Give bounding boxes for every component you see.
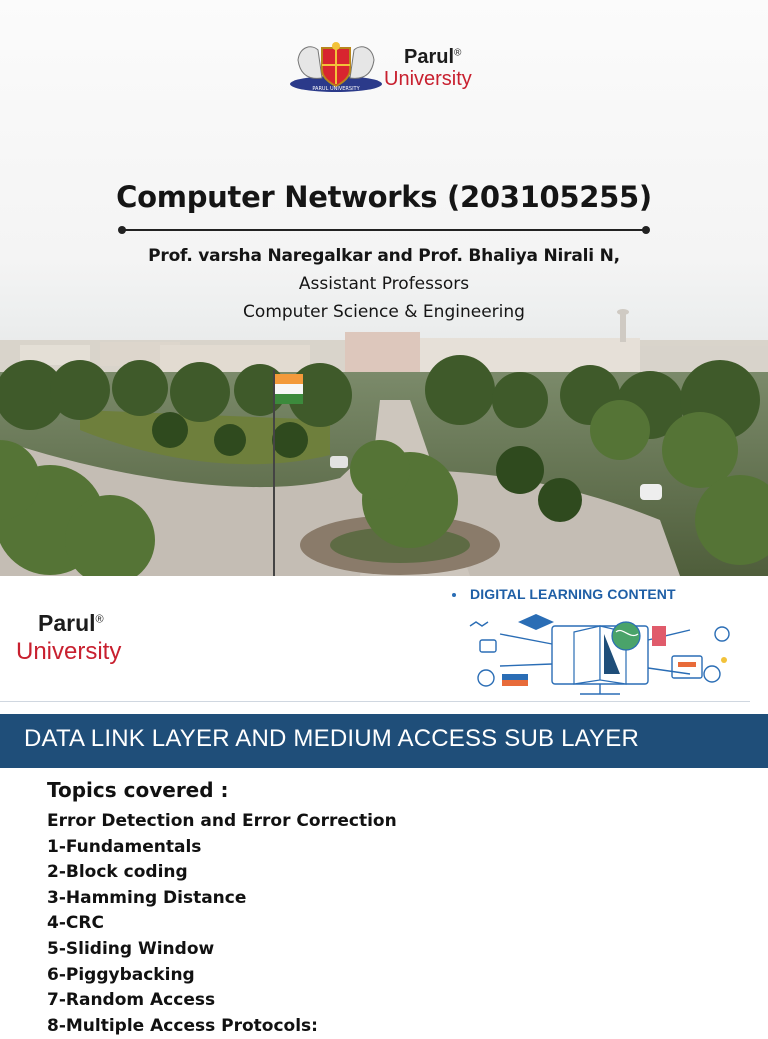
department-name: Computer Science & Engineering — [243, 302, 525, 322]
section-banner — [0, 714, 768, 768]
crest-motto: PARUL UNIVERSITY — [312, 86, 360, 92]
divider-dot — [642, 226, 650, 234]
parul-university-logo-small — [16, 610, 156, 670]
topic-item: 7-Random Access — [47, 990, 216, 1011]
topic-item: 5-Sliding Window — [47, 938, 215, 959]
course-title: Computer Networks (203105255) — [116, 180, 652, 214]
digital-learning-illustration — [440, 604, 740, 700]
topic-item: 2-Block coding — [47, 862, 188, 883]
logo-parul-text: Parul® — [38, 610, 104, 636]
section-title: DATA LINK LAYER AND MEDIUM ACCESS SUB LAYER — [24, 725, 639, 752]
topic-item: 8-Multiple Access Protocols: — [47, 1015, 318, 1036]
professor-role: Assistant Professors — [298, 274, 470, 294]
topic-item: Error Detection and Error Correction — [47, 811, 397, 831]
topic-item: 6-Piggybacking — [47, 964, 195, 985]
title-divider — [120, 229, 648, 231]
header-divider — [0, 701, 750, 702]
topics-list — [47, 778, 397, 1039]
parul-university-logo — [288, 40, 498, 102]
topics-heading: Topics covered : — [47, 778, 229, 802]
divider-dot — [118, 226, 126, 234]
logo-university-text: University — [16, 638, 122, 665]
university-crest-icon — [288, 40, 384, 96]
digital-learning-badge: DIGITAL LEARNING CONTENT — [470, 586, 676, 602]
professor-names: Prof. varsha Naregalkar and Prof. Bhaliya Nirali N, — [148, 246, 620, 266]
topic-item: 1-Fundamentals — [47, 836, 202, 857]
topic-item: 4-CRC — [47, 913, 104, 934]
logo-parul-text: Parul® — [404, 46, 462, 68]
bullet-dot — [452, 593, 456, 597]
logo-university-text: University — [384, 68, 472, 90]
topic-item: 3-Hamming Distance — [47, 887, 247, 908]
